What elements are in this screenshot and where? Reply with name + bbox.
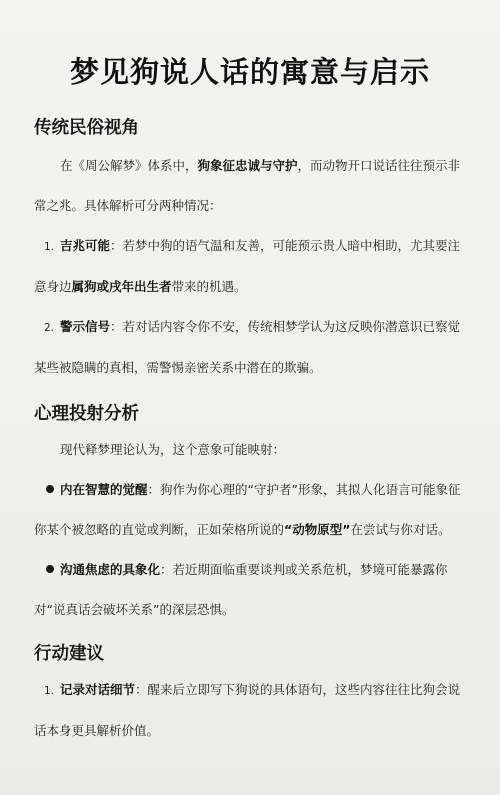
list-item-text: ：狗作为你心理的“守护者”形象，其拟人化语言可能象征你某个被忽略的直觉或判断，正如荣格所说的 bbox=[34, 482, 461, 537]
list-item-record bbox=[34, 670, 466, 751]
intro-text-after: ，而动物开口说话往往预示非常之兆。具体解析可分两种情况： bbox=[34, 158, 461, 213]
bullet-dot-icon bbox=[46, 485, 54, 493]
list-item-bold-2: 属狗或戌年出生者 bbox=[71, 279, 172, 294]
list-item-inner-wisdom bbox=[34, 470, 466, 550]
list-item-bold: 吉兆可能 bbox=[60, 238, 111, 253]
list-item-warning bbox=[34, 307, 466, 388]
section-heading-folk: 传统民俗视角 bbox=[34, 118, 139, 138]
intro-text-before: 在《周公解梦》体系中， bbox=[60, 158, 198, 173]
list-item-text: ：若近期面临重要谈判或关系危机，梦境可能暴露你对“说真话会破坏关系”的深层恐惧。 bbox=[34, 562, 448, 617]
list-item-bold-2: “动物原型” bbox=[284, 522, 351, 537]
list-item-auspicious bbox=[34, 226, 466, 307]
list-item-text: ：醒来后立即写下狗说的具体语句，这些内容往往比狗会说话本身更具解析价值。 bbox=[34, 682, 461, 738]
section-heading-psych: 心理投射分析 bbox=[34, 404, 139, 424]
document-title: 梦见狗说人话的寓意与启示 bbox=[69, 55, 430, 89]
list-marker: 1. bbox=[43, 241, 54, 253]
section-heading-action: 行动建议 bbox=[34, 644, 104, 664]
list-item-bold: 警示信号 bbox=[60, 319, 111, 334]
section-psych-intro bbox=[34, 430, 466, 470]
intro-text: 现代释梦理论认为，这个意象可能映射： bbox=[60, 442, 286, 457]
list-marker: 2. bbox=[43, 322, 54, 334]
section-folk-intro bbox=[34, 146, 466, 226]
list-item-bold: 记录对话细节 bbox=[60, 682, 136, 697]
list-item-text-2: 在尝试与你对话。 bbox=[350, 522, 451, 537]
list-item-text: ：若梦中狗的语气温和友善，可能预示贵人暗中相助，尤其要注意身边 bbox=[34, 238, 461, 294]
list-item-bold: 内在智慧的觉醒 bbox=[60, 482, 148, 497]
intro-bold: 狗象征忠诚与守护 bbox=[197, 158, 298, 173]
list-item-anxiety bbox=[34, 550, 466, 630]
list-item-text: ：若对话内容令你不安，传统相梦学认为这反映你潜意识已察觉某些被隐瞒的真相，需警惕亲密关系中潜在的欺骗。 bbox=[34, 319, 461, 375]
list-item-bold: 沟通焦虑的具象化 bbox=[60, 562, 161, 577]
list-item-text-2: 带来的机遇。 bbox=[171, 279, 247, 294]
bullet-dot-icon bbox=[46, 565, 54, 573]
list-marker: 1. bbox=[43, 685, 54, 697]
